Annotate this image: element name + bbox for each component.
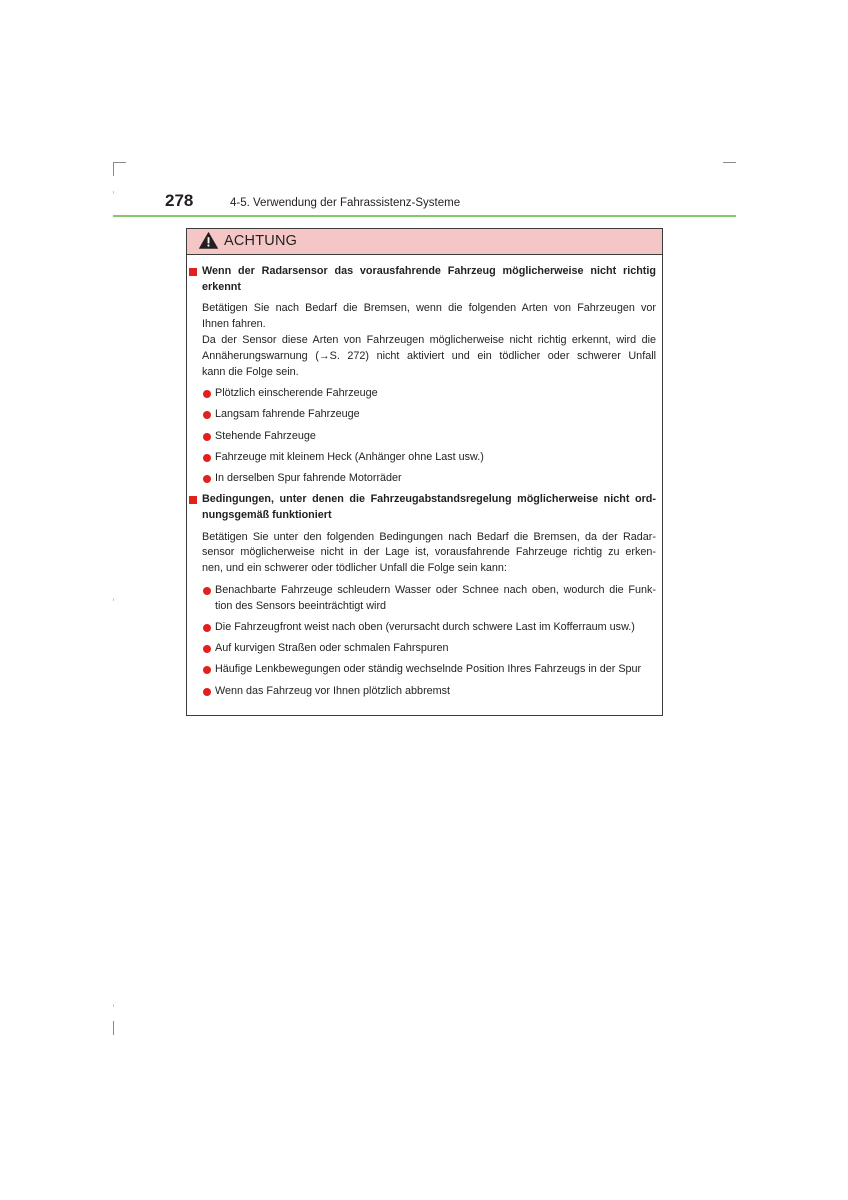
page-number: 278 [165,191,194,210]
round-bullet-icon [203,624,211,632]
crop-mark-bottom-left [113,1021,114,1035]
warning-paragraph [202,301,656,380]
header-rule [113,215,736,217]
round-bullet-icon [203,390,211,398]
list-item-text: Stehende Fahrzeuge [215,429,316,442]
warning-triangle-icon [199,232,218,249]
list-item [202,386,656,402]
paragraph-line: kann die Folge sein. [202,365,299,378]
paragraph-line: Da der Sensor diese Arten von Fahrzeugen möglicherweise nicht richtig erkennt, wird die [202,333,656,346]
warning-paragraph [202,530,656,578]
list-item-text: In derselben Spur fahrende Motorräder [215,472,402,485]
margin-tick [113,1004,114,1007]
list-item [202,407,656,423]
list-item [202,429,656,445]
list-item-text: Wenn das Fahrzeug vor Ihnen plötzlich abbremst [215,684,451,697]
list-item-text: Plötzlich einscherende Fahrzeuge [215,387,378,400]
round-bullet-icon [203,645,211,653]
heading-line: nungsgemäß funktioniert [202,509,332,522]
warning-heading [202,492,656,524]
paragraph-line: Betätigen Sie nach Bedarf die Bremsen, wenn die folgenden Arten von Fahrzeugen vor [202,302,656,315]
list-item [202,471,656,487]
list-item-text: Benachbarte Fahrzeuge schleudern Wasser oder Schnee nach oben, wodurch die Funk- [215,583,656,596]
crop-mark-top-right [723,162,736,163]
paragraph-line: nen, und ein schwerer oder tödlicher Unfall die Folge sein kann: [202,562,507,575]
list-item [202,684,656,700]
round-bullet-icon [203,433,211,441]
list-item-text: tion des Sensors beeinträchtigt wird [215,599,387,612]
paragraph-line: Betätigen Sie unter den folgenden Bedingungen nach Bedarf die Bremsen, da der Radar- [202,530,656,543]
list-item-text: Häufige Lenkbewegungen oder ständig wechselnde Position Ihres Fahrzeugs in der Spur [215,663,642,676]
warning-title: ACHTUNG [224,233,298,249]
warning-content [202,264,656,700]
round-bullet-icon [203,587,211,595]
warning-heading [202,264,656,296]
list-item [202,641,656,657]
list-item [202,620,656,636]
list-item [202,450,656,466]
round-bullet-icon [203,411,211,419]
warning-header [187,229,662,255]
margin-tick [113,191,114,194]
square-bullet-icon [189,268,197,276]
round-bullet-icon [203,475,211,483]
paragraph-line: Annäherungswarnung (→S. 272) nicht aktiviert und ein tödlicher oder schwerer Unfall [202,349,656,362]
list-item-text: Auf kurvigen Straßen oder schmalen Fahrspuren [215,642,449,655]
list-item-text: Fahrzeuge mit kleinem Heck (Anhänger ohne Last usw.) [215,450,484,463]
crop-mark-top-left-horizontal [113,162,126,163]
crop-mark-top-left-vertical [113,162,114,176]
round-bullet-icon [203,688,211,696]
heading-line: erkennt [202,280,242,293]
list-item-text: Die Fahrzeugfront weist nach oben (verursacht durch schwere Last im Kofferraum usw.) [215,620,635,633]
section-title: 4-5. Verwendung der Fahrassistenz-Systeme [230,197,461,209]
margin-tick [113,598,114,601]
list-item [202,662,656,678]
heading-line: Wenn der Radarsensor das vorausfahrende Fahrzeug möglicherweise nicht richtig [202,265,656,277]
paragraph-line: sensor möglicherweise nicht in der Lage ist, vorausfahrende Fahrzeuge richtig zu erken- [202,546,656,559]
square-bullet-icon [189,496,197,504]
heading-line: Bedingungen, unter denen die Fahrzeugabstandsregelung möglicherweise nicht ord- [202,493,656,506]
round-bullet-icon [203,454,211,462]
round-bullet-icon [203,666,211,674]
list-item [202,583,656,615]
warning-box [186,228,663,716]
paragraph-line: Ihnen fahren. [202,318,266,331]
list-item-text: Langsam fahrende Fahrzeuge [215,408,360,421]
